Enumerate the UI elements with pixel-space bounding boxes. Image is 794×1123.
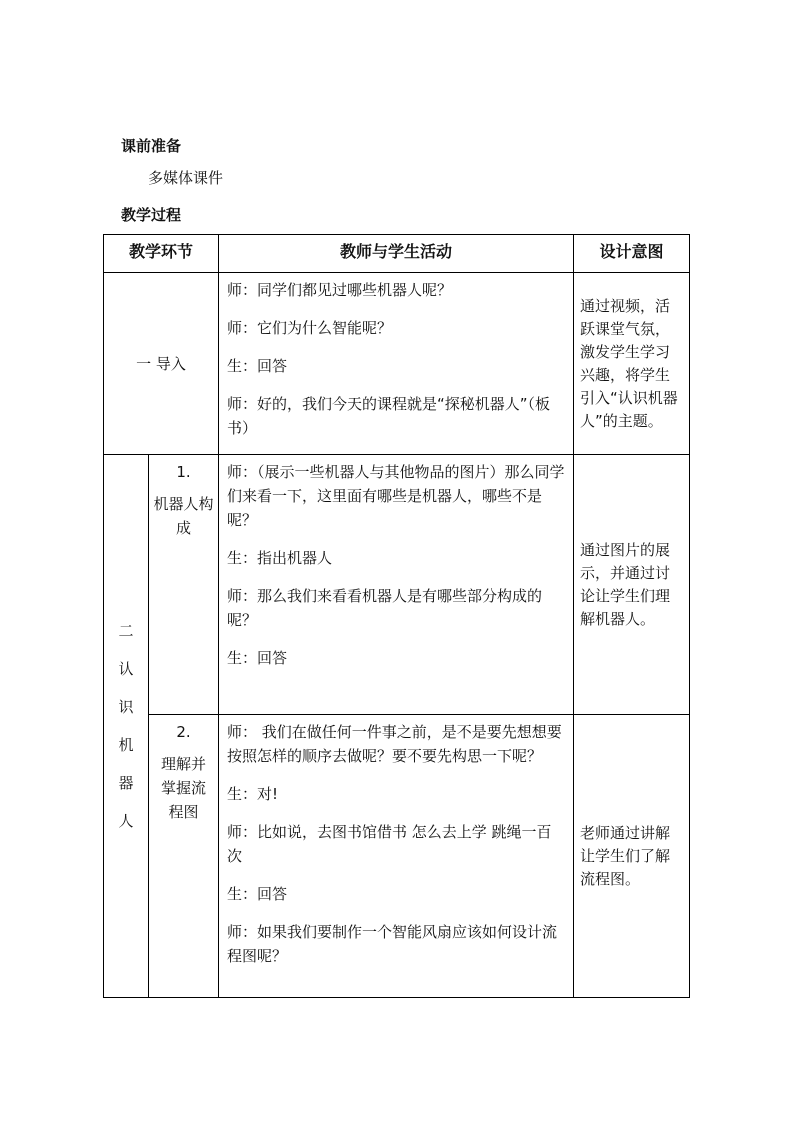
activity-line: 师：比如说，去图书馆借书 怎么去上学 跳绳一百次 xyxy=(227,823,552,865)
activity-line: 生：回答 xyxy=(227,649,288,667)
subsection2-label xyxy=(149,715,219,998)
section2-label-char: 认 xyxy=(118,660,134,678)
activity-line: 师：同学们都见过哪些机器人呢？ xyxy=(227,281,453,299)
activity-line: 师： 我们在做任何一件事之前，是不是要先想想要按照怎样的顺序去做呢？要不要先构思一下呢？ xyxy=(227,723,562,765)
activity-line: 生：回答 xyxy=(227,885,288,903)
activity-line: 生：对! xyxy=(227,785,279,803)
prep-content: 多媒体课件 xyxy=(148,169,224,187)
lesson-plan-table xyxy=(103,234,690,998)
subsection1-activities xyxy=(219,455,574,715)
activity-line: 师：它们为什么智能呢？ xyxy=(227,319,393,337)
table-row xyxy=(104,455,690,715)
subsection2-activities xyxy=(219,715,574,998)
section1-activities xyxy=(219,273,574,455)
process-heading: 教学过程 xyxy=(121,206,182,224)
subsection2-intent: 老师通过讲解让学生们了解流程图。 xyxy=(574,715,690,998)
section2-label-char: 器 xyxy=(118,774,134,792)
header-intent: 设计意图 xyxy=(574,235,690,273)
activity-line: 生：回答 xyxy=(227,357,288,375)
section2-label-char: 人 xyxy=(118,812,134,830)
section1-intent: 通过视频，活跃课堂气氛，激发学生学习兴趣，将学生引入“认识机器人”的主题。 xyxy=(574,273,690,455)
header-section: 教学环节 xyxy=(104,235,219,273)
subsection1-intent: 通过图片的展示，并通过讨论让学生们理解机器人。 xyxy=(574,455,690,715)
subsection2-number: 2. xyxy=(176,723,191,741)
activity-line: 师：如果我们要制作一个智能风扇应该如何设计流程图呢？ xyxy=(227,923,558,965)
subsection1-number: 1. xyxy=(176,463,191,481)
activity-line: 师：好的，我们今天的课程就是“探秘机器人”（板书） xyxy=(227,395,551,437)
section2-label-char: 机 xyxy=(118,736,134,754)
section2-label xyxy=(104,455,149,998)
activity-line: 生：指出机器人 xyxy=(227,549,333,567)
subsection1-title: 机器人构成 xyxy=(153,495,214,537)
table-header-row xyxy=(104,235,690,273)
header-activities: 教师与学生活动 xyxy=(219,235,574,273)
section1-label: 一 导入 xyxy=(104,273,219,455)
prep-heading: 课前准备 xyxy=(121,137,182,155)
activity-line: 师：那么我们来看看机器人是有哪些部分构成的呢？ xyxy=(227,587,543,629)
section2-label-char: 二 xyxy=(118,622,134,640)
table-row xyxy=(104,715,690,998)
subsection1-label xyxy=(149,455,219,715)
subsection2-title: 理解并掌握流程图 xyxy=(161,755,207,821)
section2-label-char: 识 xyxy=(118,698,134,716)
table-row xyxy=(104,273,690,455)
activity-line: 师：（展示一些机器人与其他物品的图片）那么同学们来看一下，这里面有哪些是机器人，哪些不是呢？ xyxy=(227,463,565,529)
